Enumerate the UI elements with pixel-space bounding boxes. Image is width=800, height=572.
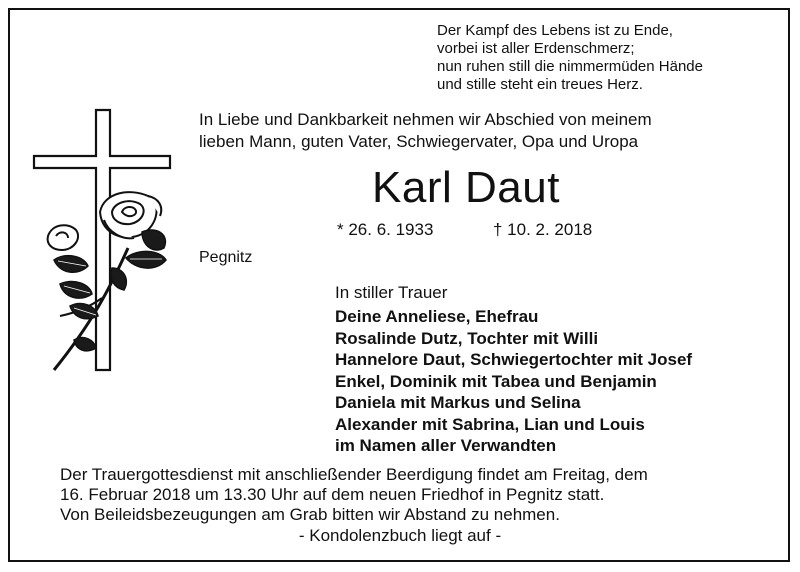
condolence-note: - Kondolenzbuch liegt auf - (298, 526, 502, 545)
mourner-line: Alexander mit Sabrina, Lian und Louis (335, 414, 645, 434)
intro-line: lieben Mann, guten Vater, Schwiegervater, Opa und Uropa (199, 132, 639, 151)
cross-with-rose-icon (30, 108, 180, 383)
mourner-line: Rosalinde Dutz, Tochter mit Willi (335, 328, 599, 348)
mourner-line: Enkel, Dominik mit Tabea und Benjamin (335, 371, 657, 391)
service-info (60, 465, 780, 525)
poem-line: und stille steht ein treues Herz. (437, 76, 643, 93)
intro-line: In Liebe und Dankbarkeit nehmen wir Abschied von meinem (199, 110, 652, 129)
service-line: Der Trauergottesdienst mit anschließender Beerdigung findet am Freitag, dem (60, 465, 648, 484)
intro-text (199, 109, 779, 153)
poem (437, 22, 757, 94)
mourner-line: Hannelore Daut, Schwiegertochter mit Josef (335, 350, 693, 369)
poem-line: Der Kampf des Lebens ist zu Ende, (437, 22, 673, 39)
service-line: Von Beileidsbezeugungen am Grab bitten wir Abstand zu nehmen. (60, 505, 560, 524)
mourning-heading: In stiller Trauer (335, 283, 448, 302)
mourner-line: Deine Anneliese, Ehefrau (335, 307, 539, 326)
mourner-line: Daniela mit Markus und Selina (335, 393, 581, 412)
birth-date: * 26. 6. 1933 (337, 220, 434, 239)
death-date: † 10. 2. 2018 (493, 220, 593, 239)
poem-line: vorbei ist aller Erdenschmerz; (437, 40, 635, 57)
mourners-list (335, 306, 775, 457)
place-name: Pegnitz (199, 249, 253, 266)
mourner-line: im Namen aller Verwandten (335, 436, 557, 455)
service-line: 16. Februar 2018 um 13.30 Uhr auf dem neuen Friedhof in Pegnitz statt. (60, 485, 605, 504)
deceased-name: Karl Daut (372, 163, 560, 212)
poem-line: nun ruhen still die nimmermüden Hände (437, 58, 703, 75)
